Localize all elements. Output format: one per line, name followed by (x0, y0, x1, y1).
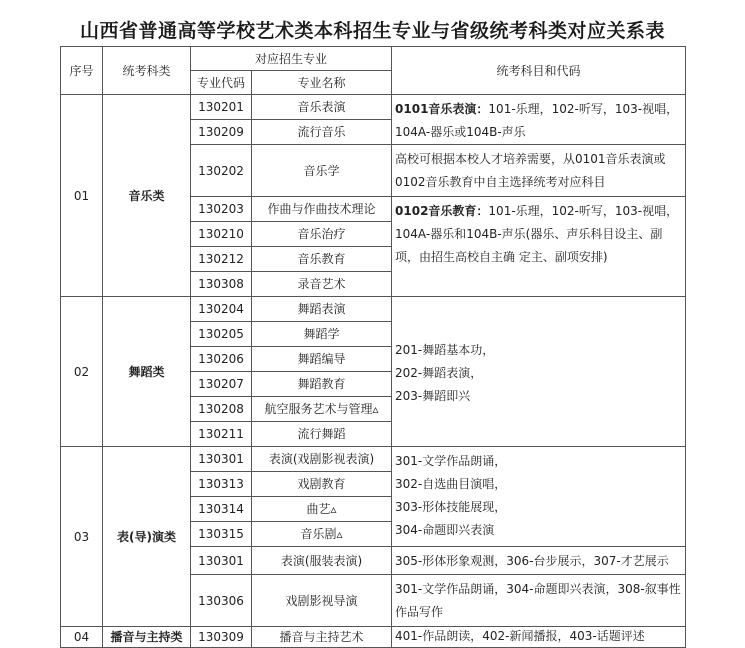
exam-cell (392, 297, 686, 447)
exam-lead: 0101音乐表演： (395, 102, 489, 116)
major-code-cell: 130207 (191, 372, 252, 397)
major-code-cell: 130208 (191, 397, 252, 422)
exam-text: 101-乐理，102-听写，103-视唱，104A-器乐或104B-声乐 (395, 102, 679, 139)
major-name-cell: 舞蹈教育 (252, 372, 392, 397)
exam-cell (392, 95, 686, 145)
category-cell: 音乐类 (103, 95, 191, 297)
major-code-cell: 130212 (191, 247, 252, 272)
major-name-cell: 舞蹈编导 (252, 347, 392, 372)
major-code-cell: 130201 (191, 95, 252, 120)
header-major-name: 专业名称 (252, 71, 392, 95)
seq-cell: 02 (61, 297, 103, 447)
major-code-cell: 130315 (191, 522, 252, 547)
major-name-cell: 音乐教育 (252, 247, 392, 272)
major-name-cell: 音乐表演 (252, 95, 392, 120)
major-code-cell: 130204 (191, 297, 252, 322)
page-title: 山西省普通高等学校艺术类本科招生专业与省级统考科类对应关系表 (79, 20, 665, 42)
exam-line: 201-舞蹈基本功， (395, 342, 495, 357)
header-exam: 统考科目和代码 (392, 47, 686, 95)
major-code-cell: 130210 (191, 222, 252, 247)
header-category: 统考科类 (103, 47, 191, 95)
category-cell: 播音与主持类 (103, 627, 191, 648)
category-cell: 舞蹈类 (103, 297, 191, 447)
major-name-cell: 音乐学 (252, 145, 392, 197)
major-name-cell: 流行舞蹈 (252, 422, 392, 447)
exam-lead: 0102音乐教育： (395, 204, 489, 218)
major-code-cell: 130301 (191, 447, 252, 472)
exam-cell: 高校可根据本校人才培养需要，从0101音乐表演或0102音乐教育中自主选择统考对应科目 (392, 145, 686, 197)
header-major-group: 对应招生专业 (191, 47, 392, 71)
exam-line: 203-舞蹈即兴 (395, 388, 471, 403)
major-name-cell: 流行音乐 (252, 120, 392, 145)
major-code-cell: 130308 (191, 272, 252, 297)
header-seq: 序号 (61, 47, 103, 95)
exam-cell: 401-作品朗读，402-新闻播报，403-话题评述 (392, 627, 686, 648)
major-name-cell: 表演(服装表演) (252, 547, 392, 575)
exam-line: 302-自选曲目演唱， (395, 477, 507, 491)
major-name-cell: 播音与主持艺术 (252, 627, 392, 648)
major-code-cell: 130309 (191, 627, 252, 648)
major-name-cell: 航空服务艺术与管理▵ (252, 397, 392, 422)
seq-cell: 03 (61, 447, 103, 627)
major-name-cell: 戏剧教育 (252, 472, 392, 497)
major-code-cell: 130314 (191, 497, 252, 522)
major-name-cell: 音乐剧▵ (252, 522, 392, 547)
category-cell: 表(导)演类 (103, 447, 191, 627)
exam-line: 202-舞蹈表演， (395, 365, 483, 380)
major-name-cell: 舞蹈表演 (252, 297, 392, 322)
seq-cell: 04 (61, 627, 103, 648)
major-name-cell: 舞蹈学 (252, 322, 392, 347)
exam-line: 303-形体技能展现， (395, 500, 507, 514)
exam-line: 304-命题即兴表演 (395, 523, 495, 537)
major-code-cell: 130306 (191, 575, 252, 627)
major-code-cell: 130206 (191, 347, 252, 372)
correspondence-table (60, 46, 686, 648)
major-name-cell: 表演(戏剧影视表演) (252, 447, 392, 472)
major-code-cell: 130301 (191, 547, 252, 575)
exam-line: 301-文学作品朗诵， (395, 454, 507, 468)
exam-cell: 305-形体形象观测，306-台步展示，307-才艺展示 (392, 547, 686, 575)
exam-text: 101-乐理，102-听写，103-视唱，104A-器乐和104B-声乐(器乐、声乐科目设主、副项，由招生高校自主确 定主、副项安排) (395, 204, 679, 264)
major-name-cell: 音乐治疗 (252, 222, 392, 247)
major-code-cell: 130209 (191, 120, 252, 145)
major-name-cell: 曲艺▵ (252, 497, 392, 522)
exam-cell (392, 447, 686, 547)
major-code-cell: 130203 (191, 197, 252, 222)
major-name-cell: 作曲与作曲技术理论 (252, 197, 392, 222)
major-code-cell: 130313 (191, 472, 252, 497)
seq-cell: 01 (61, 95, 103, 297)
major-code-cell: 130205 (191, 322, 252, 347)
exam-cell: 301-文学作品朗诵，304-命题即兴表演，308-叙事性作品写作 (392, 575, 686, 627)
header-major-code: 专业代码 (191, 71, 252, 95)
major-name-cell: 录音艺术 (252, 272, 392, 297)
major-name-cell: 戏剧影视导演 (252, 575, 392, 627)
major-code-cell: 130202 (191, 145, 252, 197)
major-code-cell: 130211 (191, 422, 252, 447)
exam-cell (392, 197, 686, 297)
